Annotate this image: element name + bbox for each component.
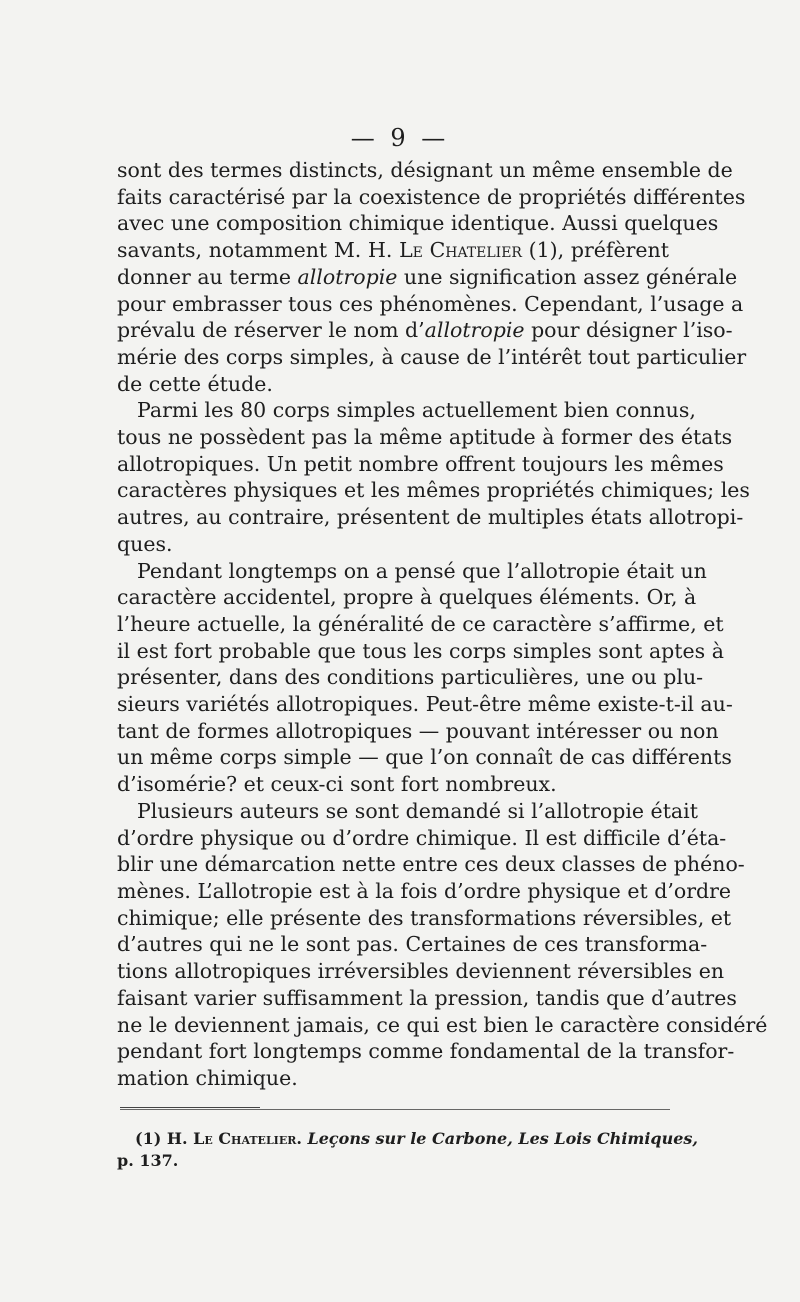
text-line: ne le deviennent jamais, ce qui est bien le caractère considéré bbox=[117, 1012, 768, 1037]
text-line: Pendant longtemps on a pensé que l’allotropie était un bbox=[137, 558, 707, 583]
text-line: tant de formes allotropiques — pouvant intéresser ou non bbox=[117, 718, 719, 743]
text-line: mation chimique. bbox=[117, 1065, 298, 1090]
text-line: faisant varier suffisamment la pression, tandis que d’autres bbox=[117, 985, 737, 1010]
text-line: faits caractérisé par la coexistence de propriétés différentes bbox=[117, 184, 746, 209]
text-segment: savants, notamment M. H. bbox=[117, 238, 400, 263]
footnote-separator bbox=[120, 1109, 670, 1110]
footnote-marker: (1) H. bbox=[135, 1129, 194, 1148]
text-line: Plusieurs auteurs se sont demandé si l’allotropie était bbox=[137, 798, 698, 823]
text-line: mènes. L’allotropie est à la fois d’ordre physique et d’ordre bbox=[117, 878, 732, 903]
footnote bbox=[117, 1128, 698, 1172]
footnote-title: Leçons sur le Carbone, Les Lois Chimiques, bbox=[301, 1129, 698, 1148]
text-line: pour embrasser tous ces phénomènes. Cependant, l’usage a bbox=[117, 291, 744, 316]
text-line: il est fort probable que tous les corps simples sont aptes à bbox=[117, 638, 724, 663]
footnote-author: Le Chatelier. bbox=[193, 1129, 302, 1148]
paragraph-3 bbox=[117, 558, 733, 798]
text-line: l’heure actuelle, la généralité de ce caractère s’affirme, et bbox=[117, 611, 724, 636]
text-line: chimique; elle présente des transformations réversibles, et bbox=[117, 905, 732, 930]
text-line: autres, au contraire, présentent de multiples états allotropi- bbox=[117, 505, 744, 530]
text-line: Parmi les 80 corps simples actuellement bien connus, bbox=[137, 398, 696, 423]
text-line: d’isomérie? et ceux-ci sont fort nombreux. bbox=[117, 772, 557, 797]
text-line: caractère accidentel, propre à quelques éléments. Or, à bbox=[117, 585, 697, 610]
paragraph-2 bbox=[117, 397, 750, 557]
text-line: sont des termes distincts, désignant un même ensemble de bbox=[117, 158, 733, 182]
text-line bbox=[117, 237, 669, 264]
page-number: — 9 — bbox=[350, 124, 450, 152]
text-segment: donner au terme bbox=[117, 264, 298, 289]
text-line: présenter, dans des conditions particulières, une ou plu- bbox=[117, 665, 704, 690]
text-line: un même corps simple — que l’on connaît de cas différents bbox=[117, 745, 732, 770]
text-line: blir une démarcation nette entre ces deux classes de phéno- bbox=[117, 852, 745, 877]
footnote-rule bbox=[120, 1107, 260, 1108]
text-line: pendant fort longtemps comme fondamental de la transfor- bbox=[117, 1039, 735, 1064]
text-segment: (1), préfèrent bbox=[521, 238, 669, 263]
text-line: d’ordre physique ou d’ordre chimique. Il est difficile d’éta- bbox=[117, 825, 727, 850]
text-segment: pour désigner l’iso- bbox=[524, 318, 733, 343]
author-name: Le Chatelier bbox=[399, 238, 522, 263]
text-segment: une signification assez générale bbox=[397, 264, 738, 289]
text-segment: prévalu de réserver le nom d’ bbox=[117, 318, 425, 343]
body-text bbox=[117, 157, 768, 1092]
text-line: tions allotropiques irréversibles deviennent réversibles en bbox=[117, 959, 725, 984]
text-line: tous ne possèdent pas la même aptitude à former des états bbox=[117, 425, 733, 450]
text-line: allotropiques. Un petit nombre offrent toujours les mêmes bbox=[117, 451, 724, 476]
text-line bbox=[117, 317, 733, 344]
text-line: mérie des corps simples, à cause de l’intérêt tout particulier bbox=[117, 344, 747, 369]
text-line: caractères physiques et les mêmes propriétés chimiques; les bbox=[117, 478, 750, 503]
text-line: de cette étude. bbox=[117, 371, 273, 396]
footnote-line bbox=[117, 1128, 698, 1150]
text-line: sieurs variétés allotropiques. Peut-être même existe-t-il au- bbox=[117, 692, 733, 717]
italic-term: allotropie bbox=[297, 264, 398, 289]
text-line: avec une composition chimique identique. Aussi quelques bbox=[117, 211, 719, 236]
paragraph-4 bbox=[117, 798, 768, 1092]
text-line bbox=[117, 264, 738, 291]
footnote-page-ref: p. 137. bbox=[117, 1151, 179, 1170]
text-line: d’autres qui ne le sont pas. Certaines de ces transforma- bbox=[117, 932, 708, 957]
paragraph-1 bbox=[117, 157, 747, 397]
text-line: ques. bbox=[117, 531, 173, 556]
italic-term: allotropie bbox=[424, 318, 525, 343]
